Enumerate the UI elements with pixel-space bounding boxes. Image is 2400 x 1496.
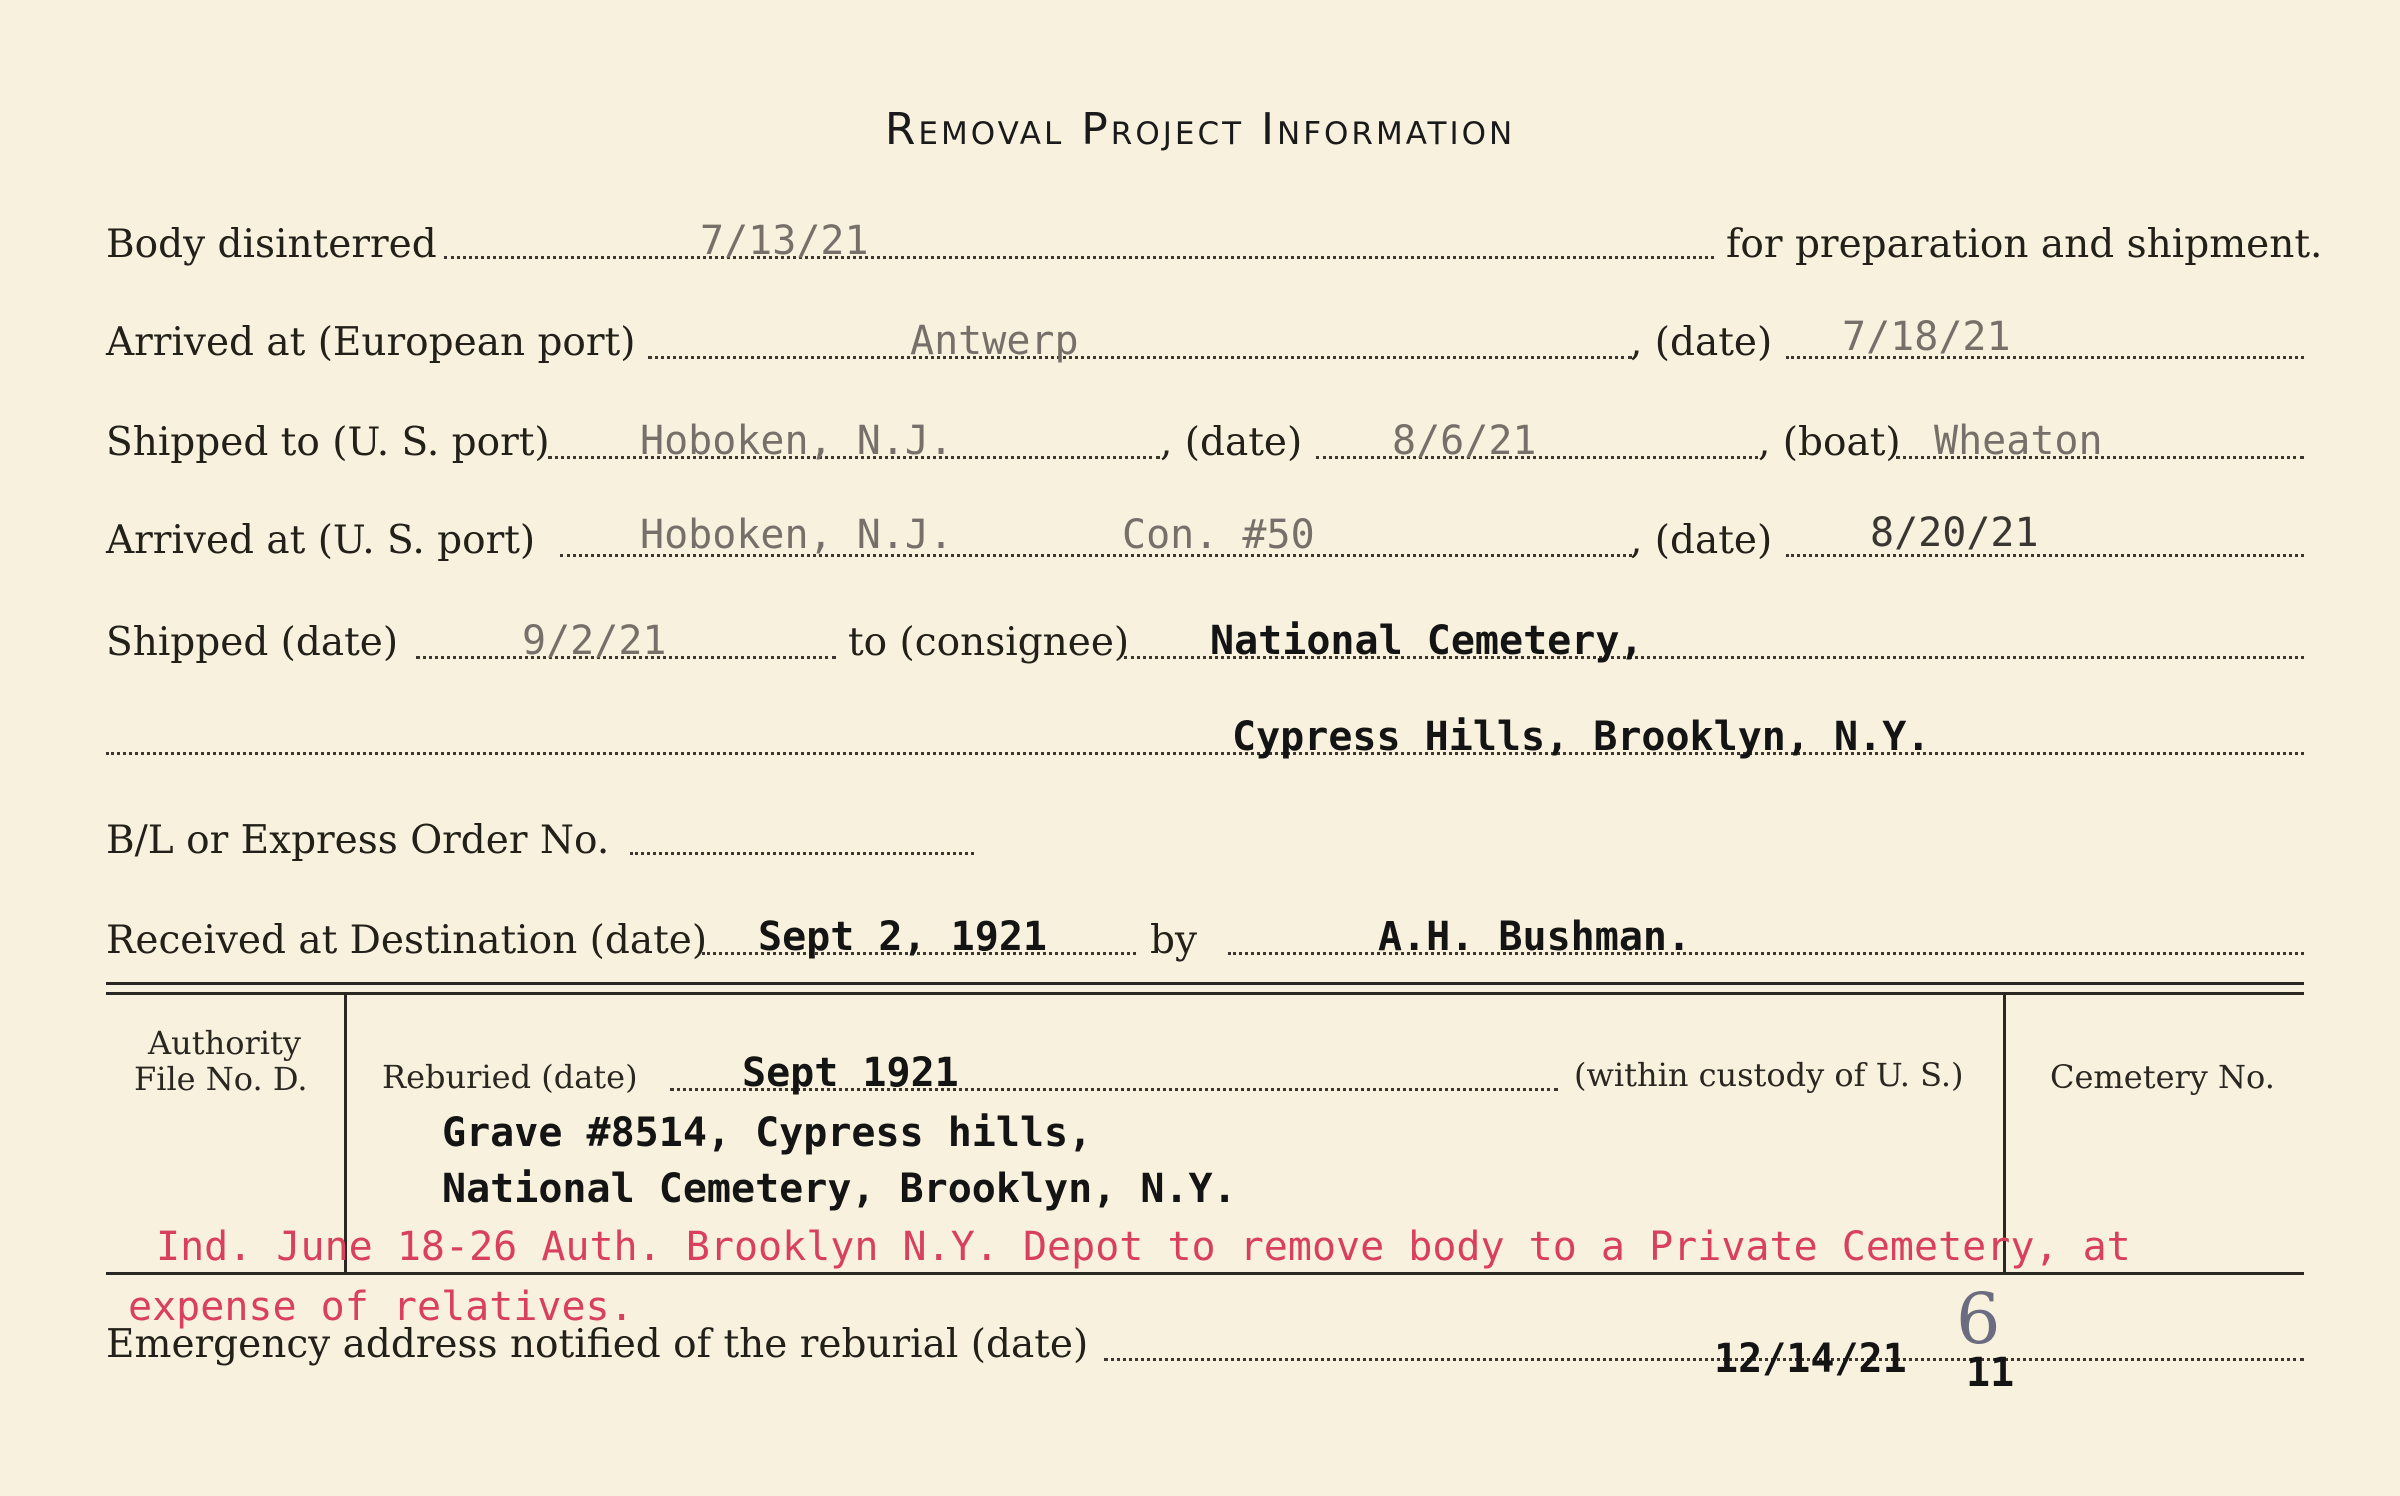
preparation-text: for preparation and shipment.	[1726, 222, 2323, 267]
red-note-line-2: expense of relatives.	[128, 1284, 634, 1330]
double-rule-top	[106, 982, 2304, 985]
shipped-us-boat: Wheaton	[1934, 418, 2103, 464]
received-label: Received at Destination (date)	[106, 918, 708, 963]
arrived-us-con: Con. #50	[1122, 512, 1315, 558]
shipped-us-boat-label: , (boat)	[1758, 420, 1901, 465]
lower-box-bottom-rule	[106, 1272, 2304, 1275]
reburied-value: Sept 1921	[742, 1050, 959, 1096]
body-disinterred-value: 7/13/21	[700, 218, 869, 264]
reburied-label: Reburied (date)	[382, 1058, 638, 1096]
card-title: Removal Project Information	[884, 104, 1516, 155]
red-note-line-1: Ind. June 18-26 Auth. Brooklyn N.Y. Depot to remove body to a Private Cemetery, at	[156, 1224, 2131, 1270]
arrived-european-value: Antwerp	[910, 318, 1079, 364]
grave-line-2: National Cemetery, Brooklyn, N.Y.	[442, 1166, 1237, 1212]
arrived-us-value: Hoboken, N.J.	[640, 512, 954, 558]
body-disinterred-line	[444, 256, 1714, 259]
custody-label: (within custody of U. S.)	[1574, 1056, 1964, 1094]
grave-line-1: Grave #8514, Cypress hills,	[442, 1110, 1093, 1156]
authority-line-1: Authority	[148, 1024, 301, 1062]
consignee-line-2	[106, 752, 2304, 755]
emergency-value: 12/14/21	[1714, 1336, 1907, 1382]
shipped-us-label: Shipped to (U. S. port)	[106, 420, 550, 465]
bl-order-label: B/L or Express Order No.	[106, 818, 610, 863]
shipped-date-value: 9/2/21	[522, 618, 667, 664]
double-rule-bottom	[106, 992, 2304, 995]
emergency-label: Emergency address notified of the reburial (date)	[106, 1322, 1089, 1367]
emergency-line	[1104, 1358, 2304, 1361]
shipped-us-date: 8/6/21	[1392, 418, 1537, 464]
shipped-us-value: Hoboken, N.J.	[640, 418, 954, 464]
handwritten-mark: 6	[1956, 1278, 2001, 1360]
arrived-us-date: 8/20/21	[1870, 510, 2039, 556]
arrived-european-date-label: , (date)	[1630, 320, 1773, 365]
shipped-date-label: Shipped (date)	[106, 620, 399, 665]
cemetery-no-label: Cemetery No.	[2050, 1058, 2275, 1096]
consignee-value-2: Cypress Hills, Brooklyn, N.Y.	[1232, 714, 1931, 760]
arrived-european-label: Arrived at (European port)	[106, 320, 636, 365]
consignee-value-1: National Cemetery,	[1210, 618, 1644, 664]
body-disinterred-label: Body disinterred	[106, 222, 437, 267]
authority-line-2: File No. D.	[134, 1060, 308, 1098]
arrived-european-date: 7/18/21	[1842, 314, 2011, 360]
bl-order-line	[630, 852, 974, 855]
received-by-value: A.H. Bushman.	[1378, 914, 1692, 960]
shipped-us-date-label: , (date)	[1160, 420, 1303, 465]
emergency-mark: 11	[1966, 1350, 2015, 1396]
consignee-label: to (consignee)	[848, 620, 1130, 665]
received-by-label: by	[1150, 918, 1197, 963]
arrived-us-date-label: , (date)	[1630, 518, 1773, 563]
arrived-us-date-line	[1786, 554, 2304, 557]
arrived-us-label: Arrived at (U. S. port)	[106, 518, 536, 563]
arrived-european-line	[648, 356, 1632, 359]
received-value: Sept 2, 1921	[758, 914, 1047, 960]
shipped-us-date-line	[1316, 456, 1758, 459]
